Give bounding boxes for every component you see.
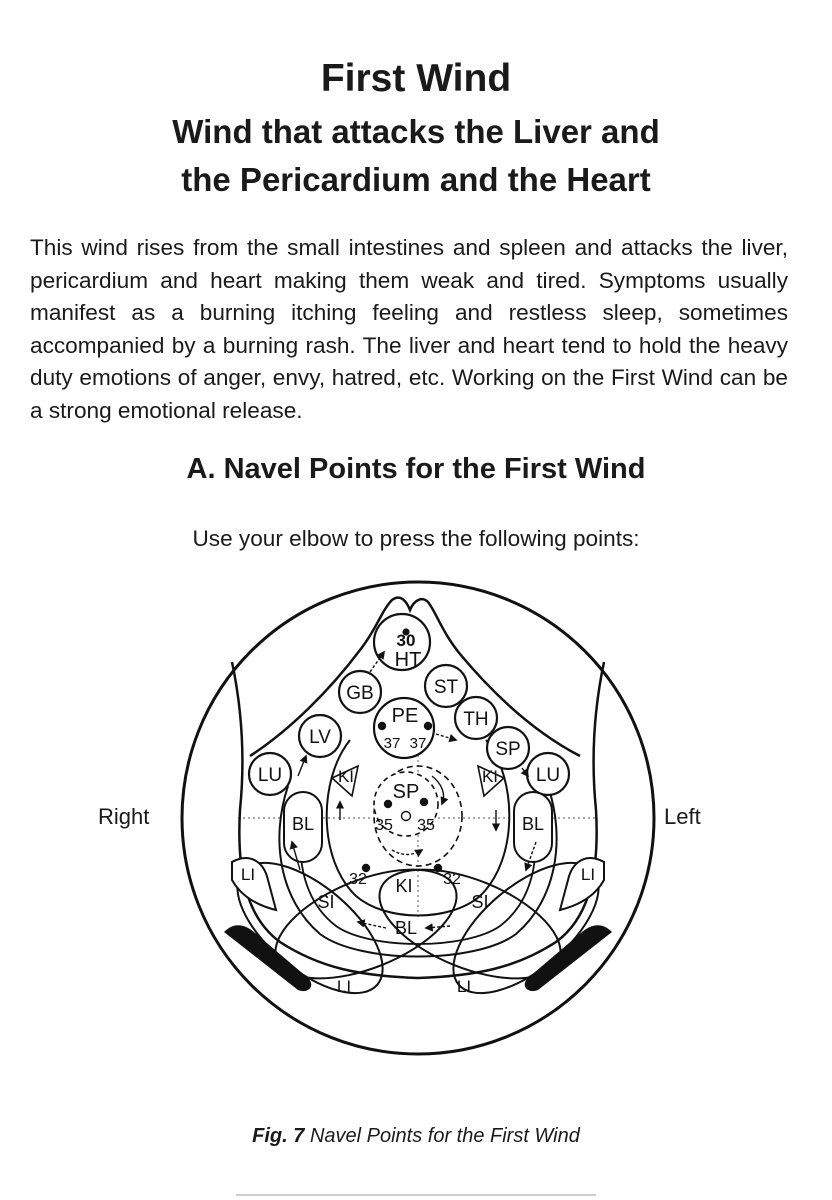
subtitle-line-2: the Pericardium and the Heart (181, 161, 651, 198)
side-label-right: Right (98, 804, 150, 829)
label-bl-right: BL (291, 814, 315, 834)
label-pe-num-left: 37 (409, 735, 427, 752)
arrow-pe-to-th (436, 734, 456, 740)
label-ht: HT (394, 649, 422, 671)
label-sp-num-right: 35 (375, 817, 393, 834)
navel-center (402, 812, 411, 821)
figure-caption (0, 1122, 832, 1150)
subtitle-line-1: Wind that attacks the Liver and (172, 113, 660, 150)
label-bl-bottom: BL (394, 918, 418, 938)
label-ki-right: KI (337, 767, 355, 786)
label-sp-center: SP (392, 781, 420, 803)
label-lu-right: LU (257, 765, 283, 786)
black-bar-left (525, 925, 612, 991)
label-lu-left: LU (535, 765, 561, 786)
page-title: First Wind (320, 57, 512, 100)
label-li-left-upper: LI (580, 865, 596, 884)
point-32-left (434, 864, 442, 872)
point-37-right (378, 722, 386, 730)
label-ki-left: KI (481, 767, 499, 786)
figure-caption-text: Navel Points for the First Wind (309, 1125, 580, 1147)
point-35-right (384, 800, 392, 808)
point-35-left (420, 798, 428, 806)
arrow-bl-bottom-left (426, 926, 450, 928)
label-bl-left: BL (521, 814, 545, 834)
label-pe-num-right: 37 (383, 735, 401, 752)
label-si-left: SI (471, 892, 489, 912)
arrow-lu-to-lv (298, 756, 306, 776)
footer-rule (236, 1194, 596, 1196)
label-li-left-lower: LI (456, 977, 472, 996)
label-gb: GB (346, 683, 374, 704)
point-37-left (424, 722, 432, 730)
label-sp-num-left: 35 (417, 817, 435, 834)
figure-label: Fig. 7 (252, 1125, 305, 1147)
page-subtitle (0, 108, 832, 204)
label-st: ST (433, 677, 459, 698)
section-heading: A. Navel Points for the First Wind (186, 453, 646, 485)
label-ht-num: 30 (396, 631, 416, 650)
instruction-text: Use your elbow to press the following points: (192, 526, 640, 551)
label-ki-num-left: 32 (443, 871, 461, 888)
label-ki-num-right: 32 (349, 871, 367, 888)
body-paragraph: This wind rises from the small intestines and spleen and attacks the liver, pericardium and heart making them weak and tired. Symptoms usually manifest as a burning itching feeling and restless sleep, sometimes accompanied by a burning rash. The liver and heart tend to hold the heavy duty emotions of anger, envy, hatred, etc. Working on the First Wind can be a strong emotional release. (30, 235, 788, 423)
label-lv: LV (309, 727, 331, 748)
label-sp-upper: SP (495, 739, 521, 760)
label-ki-bottom: KI (395, 876, 413, 896)
side-label-left: Left (664, 804, 701, 829)
label-si-right: SI (317, 892, 335, 912)
label-pe: PE (391, 705, 419, 727)
label-li-right-lower: LI (336, 977, 352, 996)
label-li-right-upper: LI (240, 865, 256, 884)
label-th: TH (463, 709, 489, 730)
navel-points-diagram (180, 580, 656, 1058)
black-bar-right (224, 925, 311, 991)
